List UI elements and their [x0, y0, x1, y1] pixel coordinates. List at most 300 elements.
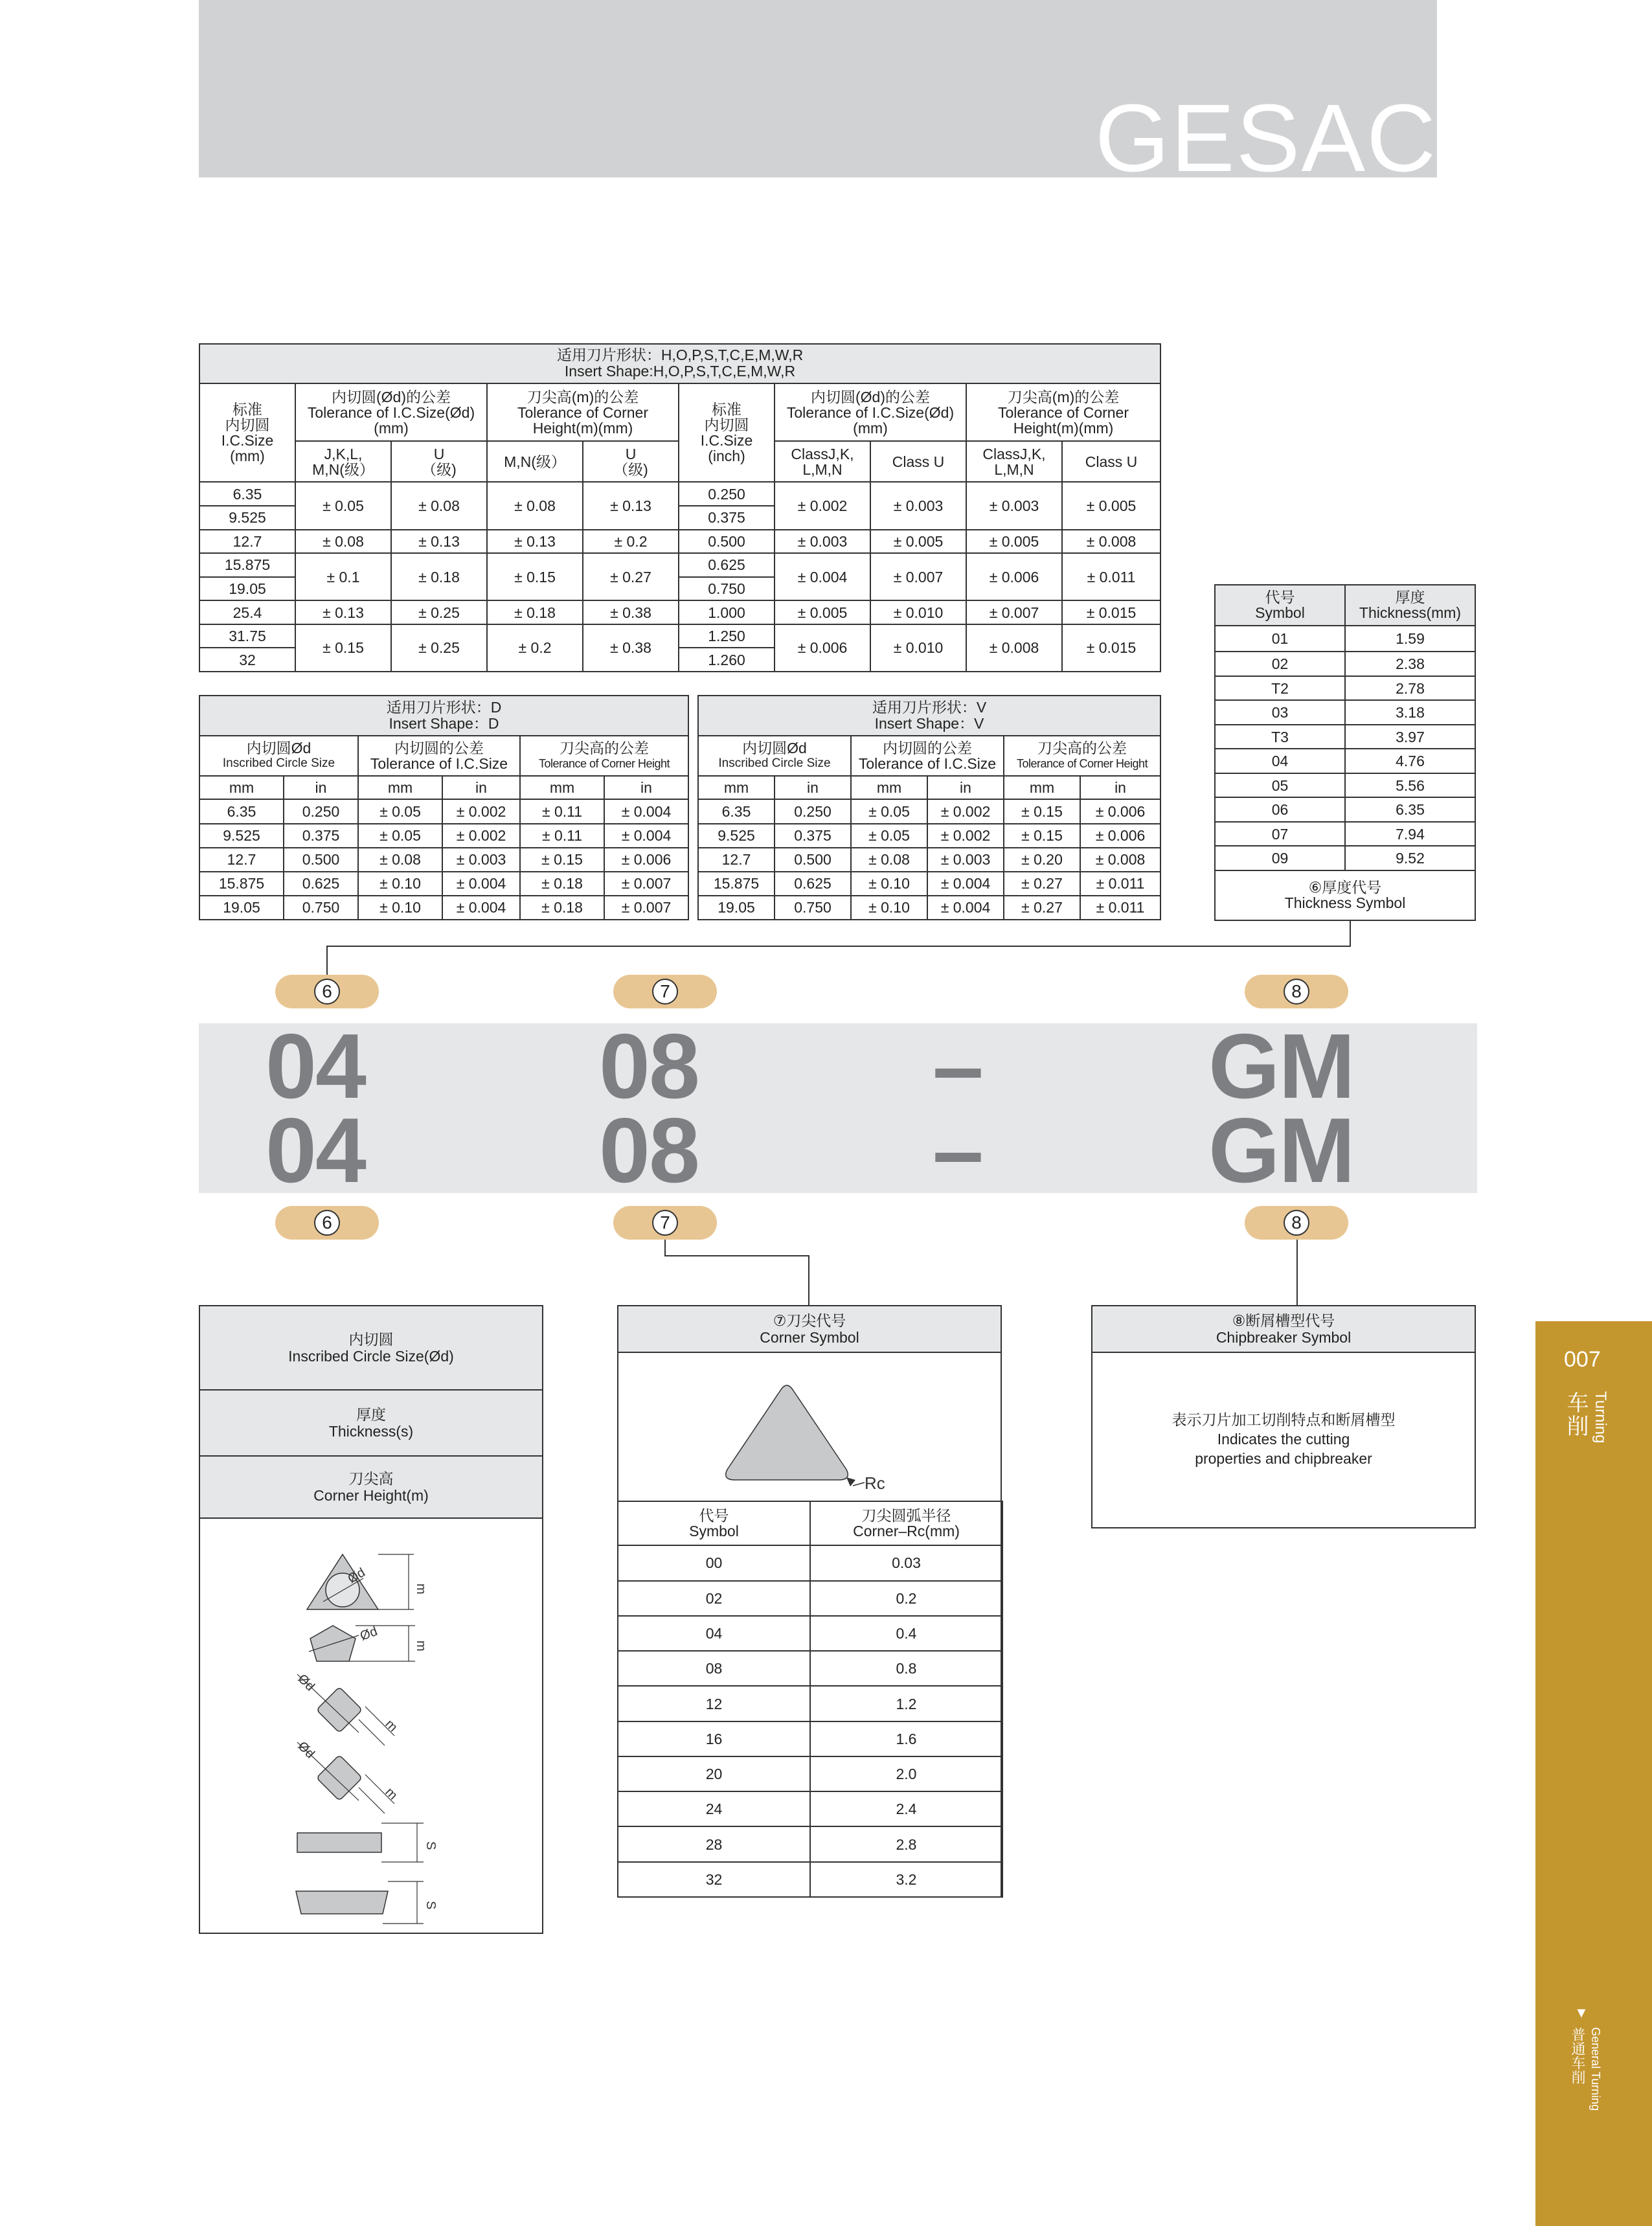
v-cell: ± 0.002 [927, 799, 1004, 823]
thick-symbol: T2 [1215, 676, 1345, 701]
hdr-text: 内切圆Ød [742, 740, 807, 757]
label-od: Ød [358, 1624, 379, 1644]
d-cell: ± 0.002 [442, 824, 520, 848]
cell-inch: 0.625 [679, 553, 775, 577]
v-cell: 0.625 [775, 872, 851, 896]
cell: ± 0.005 [966, 530, 1062, 554]
hdr-text: I.C.Size [700, 432, 753, 449]
v-cell: ± 0.27 [1004, 872, 1080, 896]
corner-h-radius [810, 1501, 1002, 1545]
v-unit: in [1080, 776, 1160, 799]
hdr-text: Height(m)(mm) [1013, 419, 1114, 437]
hdr-text: I.C.Size [221, 432, 274, 449]
hdr-text: 刀尖高(m)的公差 [1007, 388, 1120, 405]
label-m: m [414, 1641, 428, 1652]
cell: ± 0.005 [775, 600, 870, 624]
thick-symbol: T3 [1215, 725, 1345, 749]
hdr-text: (mm) [374, 419, 409, 437]
hdr-text: Corner–Rc(mm) [853, 1523, 960, 1540]
cell: ± 0.015 [1062, 600, 1160, 624]
cell: ± 0.25 [391, 600, 487, 624]
thick-symbol: 06 [1215, 797, 1345, 822]
cell: ± 0.38 [583, 624, 679, 672]
v-cell: ± 0.004 [927, 896, 1004, 920]
cell-mm: 25.4 [199, 600, 295, 624]
v-cell: 0.750 [775, 896, 851, 920]
thick-value: 7.94 [1345, 822, 1475, 846]
corner-radius: 0.8 [810, 1651, 1002, 1686]
d-cell: 15.875 [199, 872, 284, 896]
section-label-en: Turning [1592, 1391, 1609, 1444]
cell: ± 0.004 [775, 553, 870, 600]
header-text: 厚度 [356, 1406, 386, 1423]
d-cell: ± 0.006 [604, 848, 688, 872]
v-cell: ± 0.05 [851, 799, 927, 823]
corner-radius-table [617, 1501, 1003, 1898]
code-dash: – [933, 1099, 982, 1202]
corner-radius: 0.4 [810, 1616, 1002, 1651]
cell-mm: 15.875 [199, 553, 295, 577]
corner-radius: 2.0 [810, 1756, 1002, 1791]
hdr-text: 内切圆Ød [246, 740, 311, 757]
v-cell: ± 0.011 [1080, 872, 1160, 896]
badge-6-top [275, 975, 379, 1008]
cell-mm: 31.75 [199, 624, 295, 648]
code-part-2: 08 [599, 1099, 699, 1202]
connector-line [1296, 1240, 1298, 1306]
hdr-text: 刀尖高(m)的公差 [526, 388, 639, 405]
table-d-title-cn: 适用刀片形状：D [386, 699, 502, 716]
section-side-tab[interactable] [1535, 1321, 1652, 2226]
cell: ± 0.2 [583, 530, 679, 554]
main-title-en: Insert Shape:H,O,P,S,T,C,E,M,W,R [564, 363, 796, 380]
cell-inch: 1.260 [679, 648, 775, 672]
chipbreaker-description [1092, 1410, 1475, 1468]
hdr-text: Tolerance of I.C.Size(Ød) [786, 403, 955, 421]
code-part-1: 04 [266, 1099, 365, 1202]
v-cell: ± 0.006 [1080, 824, 1160, 848]
thick-symbol: 01 [1215, 626, 1345, 652]
sub-jk [295, 441, 391, 482]
hdr-text: 标准 [232, 401, 262, 418]
badge-number: 7 [652, 979, 678, 1005]
badge-7-top [613, 975, 717, 1008]
cell: ± 0.003 [870, 482, 966, 529]
corner-radius: 0.2 [810, 1581, 1002, 1616]
badge-7-bottom [613, 1206, 717, 1240]
hdr-ic-inch [679, 383, 775, 482]
sub-mn: M,N(级） [487, 441, 583, 482]
hdr-text: Tolerance of Corner Height [538, 757, 670, 771]
connector-line [326, 946, 1351, 947]
cell: ± 0.15 [295, 624, 391, 672]
hdr-text: 刀尖高的公差 [1037, 740, 1127, 757]
d-h2 [358, 736, 520, 776]
main-table-title [199, 344, 1160, 383]
sub-classjk [775, 441, 870, 482]
v-cell: 0.250 [775, 799, 851, 823]
d-cell: ± 0.05 [358, 799, 442, 823]
d-cell: ± 0.007 [604, 896, 688, 920]
d-cell: 0.375 [284, 824, 358, 848]
code-dash: – [933, 1015, 982, 1118]
v-cell: ± 0.006 [1080, 799, 1160, 823]
v-cell: ± 0.08 [851, 848, 927, 872]
hdr-text: Tolerance of Corner Height [1016, 757, 1148, 771]
header-text: 刀尖高 [348, 1470, 394, 1487]
v-h3 [1004, 736, 1160, 776]
cell: ± 0.08 [295, 530, 391, 554]
hdr-text: Tolerance of Corner [517, 403, 648, 421]
v-cell: ± 0.10 [851, 896, 927, 920]
v-cell: ± 0.004 [927, 872, 1004, 896]
hdr-text: Tolerance of I.C.Size [370, 755, 508, 773]
cell: ± 0.007 [870, 553, 966, 600]
code-part-2: 08 [599, 1015, 699, 1118]
v-cell: 15.875 [698, 872, 775, 896]
v-cell: 0.375 [775, 824, 851, 848]
desc-text: 表示刀片加工切削特点和断屑槽型 [1171, 1411, 1396, 1428]
hdr-text: 内切圆(Ød)的公差 [811, 388, 930, 405]
header-text: 内切圆 [348, 1331, 394, 1348]
sub-classjk2 [966, 441, 1062, 482]
d-cell: ± 0.11 [520, 799, 604, 823]
d-cell: ± 0.05 [358, 824, 442, 848]
subsection-label-en: General Turning [1589, 2027, 1602, 2111]
cell: ± 0.38 [583, 600, 679, 624]
cell: ± 0.13 [391, 530, 487, 554]
sub-u2 [583, 441, 679, 482]
hdr-text: 厚度 [1395, 589, 1425, 606]
d-cell: 0.250 [284, 799, 358, 823]
d-cell: ± 0.15 [520, 848, 604, 872]
corner-radius: 1.6 [810, 1721, 1002, 1756]
cell-mm: 32 [199, 648, 295, 672]
corner-symbol: 16 [618, 1721, 810, 1756]
table-v-title-cn: 适用刀片形状：V [872, 699, 987, 716]
cell: ± 0.005 [870, 530, 966, 554]
tolerance-table-v [697, 695, 1161, 920]
sub-text: J,K,L, [324, 445, 363, 462]
sub-text: U [625, 445, 637, 462]
hdr-text: 内切圆(Ød)的公差 [332, 388, 451, 405]
badge-number: 6 [314, 979, 340, 1005]
d-h3 [520, 736, 688, 776]
left-thickness-header [200, 1391, 542, 1457]
v-h2 [851, 736, 1004, 776]
d-cell: 6.35 [199, 799, 284, 823]
code-part-1: 04 [266, 1015, 365, 1118]
d-cell: 0.500 [284, 848, 358, 872]
hdr-text: (mm) [853, 419, 888, 437]
cell: ± 0.18 [391, 553, 487, 600]
cell: ± 0.002 [775, 482, 870, 529]
cell: ± 0.011 [1062, 553, 1160, 600]
badge-8-bottom [1245, 1206, 1348, 1240]
cell-mm: 6.35 [199, 482, 295, 506]
thick-symbol: 07 [1215, 822, 1345, 846]
cell-mm: 12.7 [199, 530, 295, 554]
header-text: Thickness(s) [328, 1423, 414, 1440]
thick-value: 3.97 [1345, 725, 1475, 749]
cell: ± 0.010 [870, 624, 966, 672]
hdr-text: 内切圆的公差 [394, 740, 484, 757]
connector-line [808, 1255, 809, 1306]
hdr-tol-ic-inch [775, 383, 966, 441]
label-s: S [424, 1841, 438, 1850]
sub-text: U [433, 445, 445, 462]
section-label-cn: 车削 [1563, 1391, 1588, 1438]
cell-inch: 0.250 [679, 482, 775, 506]
d-cell: 0.750 [284, 896, 358, 920]
header-text: ⑧断屑槽型代号 [1232, 1312, 1335, 1329]
header-text: Chipbreaker Symbol [1216, 1329, 1352, 1346]
corner-h-symbol [618, 1501, 810, 1545]
label-od: Ød [295, 1738, 317, 1762]
hdr-ic-mm [199, 383, 295, 482]
corner-symbol: 02 [618, 1581, 810, 1616]
cell: ± 0.005 [1062, 482, 1160, 529]
v-cell: ± 0.15 [1004, 799, 1080, 823]
d-cell: ± 0.004 [442, 872, 520, 896]
hdr-text: Height(m)(mm) [532, 419, 633, 437]
insert-geometry-diagrams [200, 1519, 542, 1933]
d-cell: ± 0.004 [604, 799, 688, 823]
v-cell: 12.7 [698, 848, 775, 872]
badge-number: 7 [652, 1210, 678, 1236]
v-cell: 9.525 [698, 824, 775, 848]
hdr-text: 内切圆 [225, 416, 270, 434]
cell: ± 0.010 [870, 600, 966, 624]
left-corner-header [200, 1457, 542, 1519]
hdr-text: Symbol [689, 1523, 739, 1540]
v-h1 [698, 736, 851, 776]
sub-text: ClassJ,K, [791, 445, 854, 462]
corner-radius: 3.2 [810, 1862, 1002, 1897]
cell: ± 0.13 [487, 530, 583, 554]
connector-line [664, 1240, 666, 1256]
label-m: m [382, 1716, 400, 1735]
corner-symbol: 08 [618, 1651, 810, 1686]
cell: ± 0.13 [295, 600, 391, 624]
cell: ± 0.008 [966, 624, 1062, 672]
corner-symbol: 00 [618, 1545, 810, 1580]
d-cell: ± 0.002 [442, 799, 520, 823]
hdr-text: Inscribed Circle Size [222, 756, 335, 771]
left-ic-header [200, 1306, 542, 1391]
sub-text: L,M,N [994, 460, 1034, 478]
sub-text: M,N(级） [312, 460, 374, 478]
corner-radius: 2.8 [810, 1826, 1002, 1861]
corner-symbol-header [618, 1306, 1001, 1353]
rc-label: Rc [865, 1473, 885, 1493]
hdr-text: Thickness(mm) [1359, 604, 1462, 622]
hdr-tol-corner-mm [487, 383, 679, 441]
hdr-tol-corner-inch [966, 383, 1160, 441]
hdr-text: Tolerance of I.C.Size(Ød) [307, 403, 475, 421]
d-cell: ± 0.003 [442, 848, 520, 872]
code-part-3: GM [1208, 1015, 1354, 1118]
header-text: Inscribed Circle Size(Ød) [288, 1348, 454, 1365]
thick-value: 1.59 [1345, 626, 1475, 652]
square-insert-shape-2 [317, 1755, 363, 1801]
table-v-title-en: Insert Shape：V [874, 715, 984, 733]
cell: ± 0.008 [1062, 530, 1160, 554]
d-cell: ± 0.10 [358, 872, 442, 896]
hdr-text: 内切圆的公差 [883, 740, 972, 757]
v-cell: ± 0.002 [927, 824, 1004, 848]
cell-mm: 19.05 [199, 577, 295, 601]
v-cell: ± 0.003 [927, 848, 1004, 872]
cell: ± 0.25 [391, 624, 487, 672]
hdr-text: 刀尖高的公差 [560, 740, 649, 757]
thickness-table [1214, 584, 1476, 921]
d-cell: ± 0.004 [604, 824, 688, 848]
connector-line [664, 1255, 809, 1256]
d-unit: mm [520, 776, 604, 799]
corner-symbol: 28 [618, 1826, 810, 1861]
d-cell: 12.7 [199, 848, 284, 872]
hdr-text: 内切圆 [704, 416, 749, 434]
desc-text: Indicates the cutting [1217, 1431, 1350, 1448]
side-view-insert-2 [296, 1891, 388, 1914]
label-m: m [414, 1584, 428, 1595]
badge-6-bottom [275, 1206, 379, 1240]
v-cell: 19.05 [698, 896, 775, 920]
cell: ± 0.006 [966, 553, 1062, 600]
sub-text: ClassJ,K, [982, 445, 1046, 462]
d-unit: in [284, 776, 358, 799]
code-part-3: GM [1208, 1099, 1354, 1202]
v-cell: ± 0.15 [1004, 824, 1080, 848]
sub-text: L,M,N [802, 460, 843, 478]
v-unit: mm [1004, 776, 1080, 799]
badge-number: 8 [1284, 979, 1309, 1005]
cell: ± 0.08 [487, 482, 583, 529]
hdr-tol-ic-mm [295, 383, 487, 441]
thick-symbol: 04 [1215, 749, 1345, 773]
tolerance-table-main [199, 343, 1161, 672]
hdr-text: 代号 [1265, 589, 1295, 606]
thick-symbol: 03 [1215, 700, 1345, 725]
d-cell: ± 0.18 [520, 896, 604, 920]
connector-line [326, 946, 328, 975]
thick-symbol: 02 [1215, 652, 1345, 676]
d-unit: in [604, 776, 688, 799]
d-unit: mm [199, 776, 284, 799]
cell: ± 0.27 [583, 553, 679, 600]
v-cell: ± 0.011 [1080, 896, 1160, 920]
v-unit: in [775, 776, 851, 799]
corner-symbol: 20 [618, 1756, 810, 1791]
hdr-text: Symbol [1255, 604, 1305, 622]
main-title-cn: 适用刀片形状：H,O,P,S,T,C,E,M,W,R [556, 346, 804, 364]
cell-inch: 0.750 [679, 577, 775, 601]
corner-symbol: 32 [618, 1862, 810, 1897]
triangle-insert-shape [726, 1385, 848, 1480]
square-insert-shape [317, 1687, 363, 1733]
thick-h-thickness [1345, 585, 1475, 626]
sub-classu: Class U [870, 441, 966, 482]
thick-value: 2.38 [1345, 652, 1475, 676]
d-h1 [199, 736, 358, 776]
table-d-title [199, 696, 688, 736]
cell: ± 0.18 [487, 600, 583, 624]
corner-symbol: 04 [618, 1616, 810, 1651]
d-unit: mm [358, 776, 442, 799]
badge-number: 6 [314, 1210, 340, 1236]
cell: ± 0.003 [966, 482, 1062, 529]
d-cell: 0.625 [284, 872, 358, 896]
table-d-title-en: Insert Shape：D [389, 715, 499, 733]
corner-symbol: 12 [618, 1686, 810, 1721]
header-text: Corner Height(m) [313, 1487, 429, 1504]
cell: ± 0.05 [295, 482, 391, 529]
chipbreaker-header [1092, 1306, 1475, 1353]
header-band [199, 0, 1437, 177]
hdr-text: 标准 [712, 401, 741, 418]
sub-u [391, 441, 487, 482]
cell-inch: 0.375 [679, 506, 775, 530]
hdr-text: (inch) [708, 448, 745, 465]
corner-radius: 2.4 [810, 1791, 1002, 1826]
v-cell: ± 0.27 [1004, 896, 1080, 920]
footer-text: Thickness Symbol [1284, 894, 1406, 912]
thick-h-symbol [1215, 585, 1345, 626]
corner-radius-diagram [618, 1353, 1001, 1502]
d-cell: ± 0.11 [520, 824, 604, 848]
cell-inch: 0.500 [679, 530, 775, 554]
corner-symbol-panel [617, 1305, 1002, 1898]
v-unit: mm [851, 776, 927, 799]
triangle-down-icon: ▼ [1574, 2005, 1589, 2021]
header-text: ⑦刀尖代号 [773, 1312, 846, 1329]
cell-inch: 1.250 [679, 624, 775, 648]
hdr-text: (mm) [230, 448, 265, 465]
hdr-text: 刀尖圆弧半径 [861, 1507, 951, 1525]
badge-8-top [1245, 975, 1348, 1008]
label-s: S [424, 1901, 438, 1910]
v-cell: ± 0.20 [1004, 848, 1080, 872]
corner-radius: 1.2 [810, 1686, 1002, 1721]
thick-footer [1215, 870, 1475, 920]
hdr-text: 代号 [699, 1507, 729, 1525]
v-cell: ± 0.10 [851, 872, 927, 896]
d-cell: 19.05 [199, 896, 284, 920]
label-od: Ød [345, 1565, 368, 1587]
tolerance-table-d [199, 695, 689, 920]
chipbreaker-panel [1091, 1305, 1476, 1528]
d-cell: ± 0.007 [604, 872, 688, 896]
d-cell: ± 0.004 [442, 896, 520, 920]
thick-value: 2.78 [1345, 676, 1475, 701]
cell-mm: 9.525 [199, 506, 295, 530]
cell: ± 0.015 [1062, 624, 1160, 672]
cell: ± 0.2 [487, 624, 583, 672]
left-panel [199, 1305, 543, 1934]
table-v-title [698, 696, 1160, 736]
d-cell: ± 0.18 [520, 872, 604, 896]
cell: ± 0.1 [295, 553, 391, 600]
subsection-label-cn: 普通车削 [1570, 2027, 1586, 2084]
v-cell: ± 0.008 [1080, 848, 1160, 872]
d-cell: 9.525 [199, 824, 284, 848]
label-od: Ød [295, 1671, 317, 1694]
thick-value: 4.76 [1345, 749, 1475, 773]
cell: ± 0.15 [487, 553, 583, 600]
cell: ± 0.13 [583, 482, 679, 529]
corner-symbol: 24 [618, 1791, 810, 1826]
